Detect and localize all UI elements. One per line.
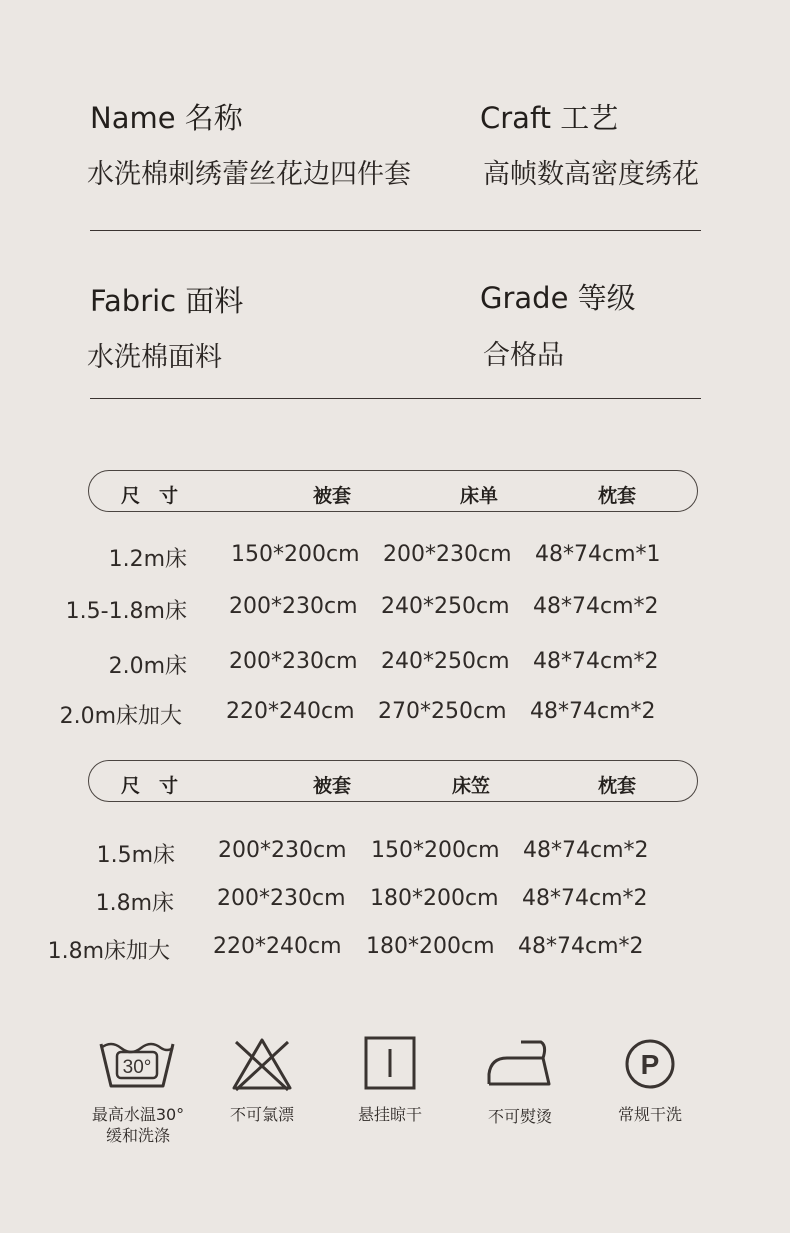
hang-dry-icon: [350, 1036, 430, 1092]
row-duvet-size: 200*230cm: [217, 886, 346, 911]
row-fitted-size: 180*200cm: [370, 886, 499, 911]
dry-clean-p-icon: [610, 1036, 690, 1092]
row-bed-size: 1.5-1.8m床: [65, 599, 187, 624]
divider-line: [90, 230, 701, 231]
row-pillow-size: 48*74cm*2: [522, 886, 648, 911]
header-flat-sheet: 床单: [460, 485, 499, 507]
header-size: 尺 寸: [121, 775, 179, 797]
header-pillowcase: 枕套: [598, 775, 637, 797]
header-duvet-cover: 被套: [313, 775, 352, 797]
header-fitted-sheet: 床笠: [452, 775, 491, 797]
grade-title: Grade 等级: [480, 281, 636, 315]
divider-line: [90, 398, 701, 399]
table-header-bar: [88, 760, 698, 802]
grade-value: 合格品: [483, 340, 564, 371]
row-duvet-size: 200*230cm: [229, 594, 358, 619]
row-sheet-size: 240*250cm: [381, 649, 510, 674]
row-duvet-size: 220*240cm: [226, 699, 355, 724]
row-pillow-size: 48*74cm*2: [530, 699, 656, 724]
row-bed-size: 1.8m床: [95, 891, 174, 916]
row-pillow-size: 48*74cm*2: [533, 649, 659, 674]
no-iron-icon: [481, 1036, 561, 1092]
row-duvet-size: 150*200cm: [231, 542, 360, 567]
wash-30-icon: [97, 1036, 177, 1092]
header-duvet-cover: 被套: [313, 485, 352, 507]
row-duvet-size: 200*230cm: [218, 838, 347, 863]
header-pillowcase: 枕套: [598, 485, 637, 507]
header-size: 尺 寸: [121, 485, 179, 507]
name-title: Name 名称: [90, 101, 243, 135]
row-pillow-size: 48*74cm*2: [533, 594, 659, 619]
dry-clean-letter: P: [640, 1049, 660, 1080]
row-bed-size: 2.0m床加大: [59, 704, 182, 729]
care-label-line: 不可熨烫: [487, 1107, 552, 1126]
care-label-dryclean: [600, 1104, 700, 1125]
care-label-wash: [78, 1104, 198, 1146]
row-bed-size: 1.5m床: [96, 843, 175, 868]
care-label-line: 悬挂晾干: [357, 1105, 422, 1124]
row-duvet-size: 200*230cm: [229, 649, 358, 674]
care-label-line: 常规干洗: [617, 1105, 682, 1124]
care-label-iron: [470, 1106, 570, 1127]
care-label-line: 缓和洗涤: [105, 1126, 170, 1145]
wash-temperature: 30°: [122, 1057, 152, 1078]
craft-title: Craft 工艺: [480, 101, 619, 135]
row-sheet-size: 270*250cm: [378, 699, 507, 724]
fabric-title: Fabric 面料: [90, 284, 244, 318]
row-pillow-size: 48*74cm*2: [523, 838, 649, 863]
care-label-line: 不可氯漂: [229, 1105, 294, 1124]
row-bed-size: 2.0m床: [108, 654, 187, 679]
no-bleach-icon: [222, 1036, 302, 1092]
fabric-value: 水洗棉面料: [87, 342, 222, 373]
row-sheet-size: 200*230cm: [383, 542, 512, 567]
name-value: 水洗棉刺绣蕾丝花边四件套: [87, 159, 411, 190]
row-fitted-size: 180*200cm: [366, 934, 495, 959]
craft-value: 高帧数高密度绣花: [483, 159, 699, 190]
care-label-dry: [340, 1104, 440, 1125]
care-label-bleach: [212, 1104, 312, 1125]
table-header-bar: [88, 470, 698, 512]
row-bed-size: 1.8m床加大: [47, 939, 170, 964]
row-fitted-size: 150*200cm: [371, 838, 500, 863]
row-bed-size: 1.2m床: [108, 547, 187, 572]
row-duvet-size: 220*240cm: [213, 934, 342, 959]
care-label-line: 最高水温30°: [91, 1105, 185, 1124]
row-sheet-size: 240*250cm: [381, 594, 510, 619]
row-pillow-size: 48*74cm*2: [518, 934, 644, 959]
row-pillow-size: 48*74cm*1: [535, 542, 661, 567]
